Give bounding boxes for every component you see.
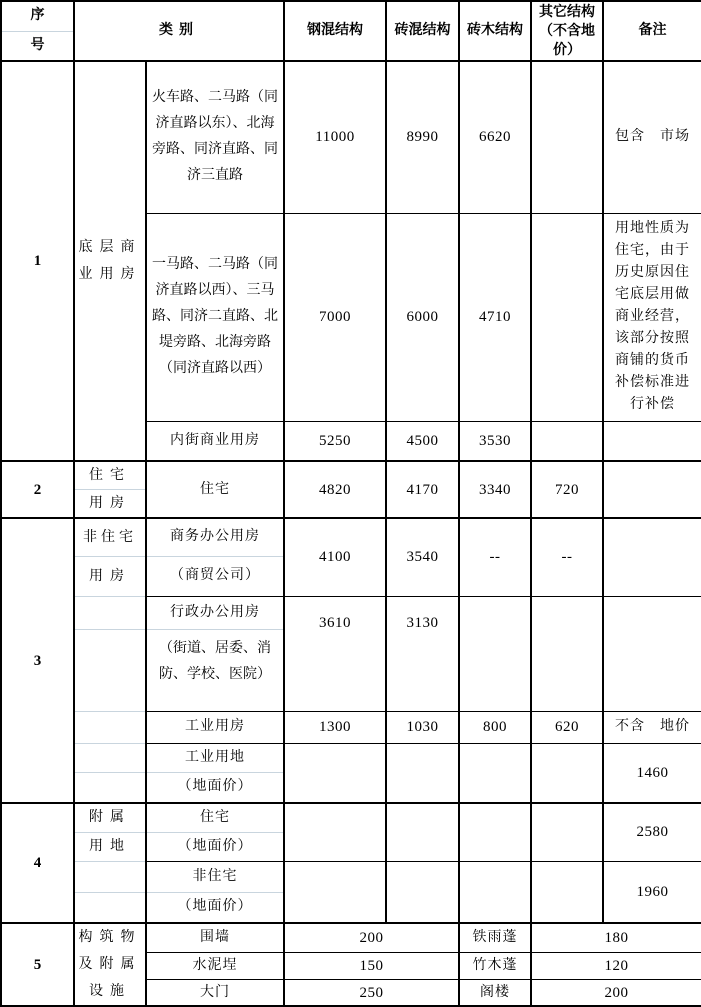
section4-row1-other-value: [531, 803, 603, 861]
section3-row2-other-value: [531, 596, 603, 711]
section5-row3-name: 大门: [146, 980, 284, 1006]
section4-number: 4: [1, 803, 74, 923]
section3-row3-brick-wood-value: 800: [459, 711, 531, 743]
section3-group-filler-5: [74, 772, 146, 803]
section4-row1-name-line1: 住宅: [146, 803, 284, 832]
header-other-structure: 其它结构（不含地价）: [531, 1, 603, 61]
section3-group-line2: 用房: [74, 556, 146, 596]
section3-row1-remark: [603, 518, 701, 596]
section5-row3-value2: 200: [531, 980, 701, 1006]
section3-row1-name-line1: 商务办公用房: [146, 518, 284, 556]
section2-group-line2: 用房: [74, 490, 146, 519]
section4-row2-brick-concrete-value: [386, 861, 459, 923]
header-category: 类别: [74, 1, 284, 61]
section3-row1-other-value: --: [531, 518, 603, 596]
section3-group-filler-2: [74, 629, 146, 711]
section4-row1-brick-wood-value: [459, 803, 531, 861]
section5-row2-name: 水泥埕: [146, 953, 284, 980]
section4-row2-name-line2: （地面价）: [146, 892, 284, 923]
section1-group-label: 底层商业用房: [74, 61, 146, 461]
section1-row2-other-value: [531, 213, 603, 421]
section1-row1-brick-wood-value: 6620: [459, 61, 531, 213]
section3-row3-name: 工业用房: [146, 711, 284, 743]
section3-row1-name-line2: （商贸公司）: [146, 556, 284, 596]
section1-row1-steel-value: 11000: [284, 61, 386, 213]
section3-row4-name-line2: （地面价）: [146, 772, 284, 803]
section4-row2-steel-value: [284, 861, 386, 923]
section1-number: 1: [1, 61, 74, 461]
section1-row2-brick-concrete-value: 6000: [386, 213, 459, 421]
section2-group-line1: 住宅: [74, 461, 146, 490]
section2-other-value: 720: [531, 461, 603, 518]
header-brick-wood: 砖木结构: [459, 1, 531, 61]
section3-group-filler-3: [74, 711, 146, 743]
section5-number: 5: [1, 923, 74, 1006]
section3-group-filler-1: [74, 596, 146, 629]
section4-row1-remark-value: 2580: [603, 803, 701, 861]
section3-row2-name-line2: （街道、居委、消防、学校、医院）: [146, 629, 284, 711]
section1-row1-remark: 包含 市场: [603, 61, 701, 213]
section4-row2-remark-value: 1960: [603, 861, 701, 923]
section4-row1-name-line2: （地面价）: [146, 832, 284, 861]
section3-row2-brick-wood-value: [459, 596, 531, 711]
section1-row3-steel-value: 5250: [284, 421, 386, 461]
header-steel-concrete: 钢混结构: [284, 1, 386, 61]
section5-row2-name2: 竹木蓬: [459, 953, 531, 980]
section5-row1-name: 围墙: [146, 923, 284, 953]
section4-group-filler-1: [74, 861, 146, 892]
section3-row4-brick-wood-value: [459, 743, 531, 803]
section2-row-name: 住宅: [146, 461, 284, 518]
section1-row3-other-value: [531, 421, 603, 461]
section1-row3-name: 内街商业用房: [146, 421, 284, 461]
section3-row4-brick-concrete-value: [386, 743, 459, 803]
section3-row4-steel-value: [284, 743, 386, 803]
section5-group-label: 构筑物及附属设施: [74, 923, 146, 1006]
section1-row2-brick-wood-value: 4710: [459, 213, 531, 421]
section5-row1-value: 200: [284, 923, 459, 953]
section5-row1-name2: 铁雨蓬: [459, 923, 531, 953]
section3-row2-name-line1: 行政办公用房: [146, 596, 284, 629]
section4-row1-steel-value: [284, 803, 386, 861]
section2-remark: [603, 461, 701, 518]
section1-row1-other-value: [531, 61, 603, 213]
section3-row3-remark: 不含 地价: [603, 711, 701, 743]
section3-row3-brick-concrete-value: 1030: [386, 711, 459, 743]
section1-row3-brick-concrete-value: 4500: [386, 421, 459, 461]
section4-row2-name-line1: 非住宅: [146, 861, 284, 892]
section4-row2-brick-wood-value: [459, 861, 531, 923]
section4-group-line1: 附属: [74, 803, 146, 832]
section1-row1-roads: 火车路、二马路（同济直路以东）、北海旁路、同济直路、同济三直路: [146, 61, 284, 213]
section3-row1-steel-value: 4100: [284, 518, 386, 596]
section4-group-filler-2: [74, 892, 146, 923]
section3-group-line1: 非住宅: [74, 518, 146, 556]
section3-row2-brick-concrete-value: 3130: [386, 596, 459, 711]
section3-row3-steel-value: 1300: [284, 711, 386, 743]
section1-row3-brick-wood-value: 3530: [459, 421, 531, 461]
section2-steel-value: 4820: [284, 461, 386, 518]
section3-row4-remark-value: 1460: [603, 743, 701, 803]
section5-row1-value2: 180: [531, 923, 701, 953]
section3-row4-name-line1: 工业用地: [146, 743, 284, 772]
section3-group-filler-4: [74, 743, 146, 772]
header-no-bottom: 号: [1, 31, 74, 61]
section3-row2-remark: [603, 596, 701, 711]
section3-row3-other-value: 620: [531, 711, 603, 743]
header-brick-concrete: 砖混结构: [386, 1, 459, 61]
section3-number: 3: [1, 518, 74, 803]
header-no-top: 序: [1, 1, 74, 31]
section3-row4-other-value: [531, 743, 603, 803]
section1-row2-remark: 用地性质为住宅，由于历史原因住宅底层用做商业经营，该部分按照商铺的货币补偿标准进行补偿: [603, 213, 701, 421]
section5-row2-value: 150: [284, 953, 459, 980]
section3-row1-brick-concrete-value: 3540: [386, 518, 459, 596]
section5-row2-value2: 120: [531, 953, 701, 980]
section2-brick-concrete-value: 4170: [386, 461, 459, 518]
section4-row1-brick-concrete-value: [386, 803, 459, 861]
section1-row2-steel-value: 7000: [284, 213, 386, 421]
section4-row2-other-value: [531, 861, 603, 923]
section1-row3-remark: [603, 421, 701, 461]
section3-row1-brick-wood-value: --: [459, 518, 531, 596]
section3-row2-steel-value: 3610: [284, 596, 386, 711]
section2-brick-wood-value: 3340: [459, 461, 531, 518]
section5-row3-value: 250: [284, 980, 459, 1006]
section5-row3-name2: 阁楼: [459, 980, 531, 1006]
header-remark: 备注: [603, 1, 701, 61]
section4-group-line2: 用地: [74, 832, 146, 861]
section1-row1-brick-concrete-value: 8990: [386, 61, 459, 213]
section2-number: 2: [1, 461, 74, 518]
section1-row2-roads: 一马路、二马路（同济直路以西）、三马路、同济二直路、北堤旁路、北海旁路（同济直路以西）: [146, 213, 284, 421]
